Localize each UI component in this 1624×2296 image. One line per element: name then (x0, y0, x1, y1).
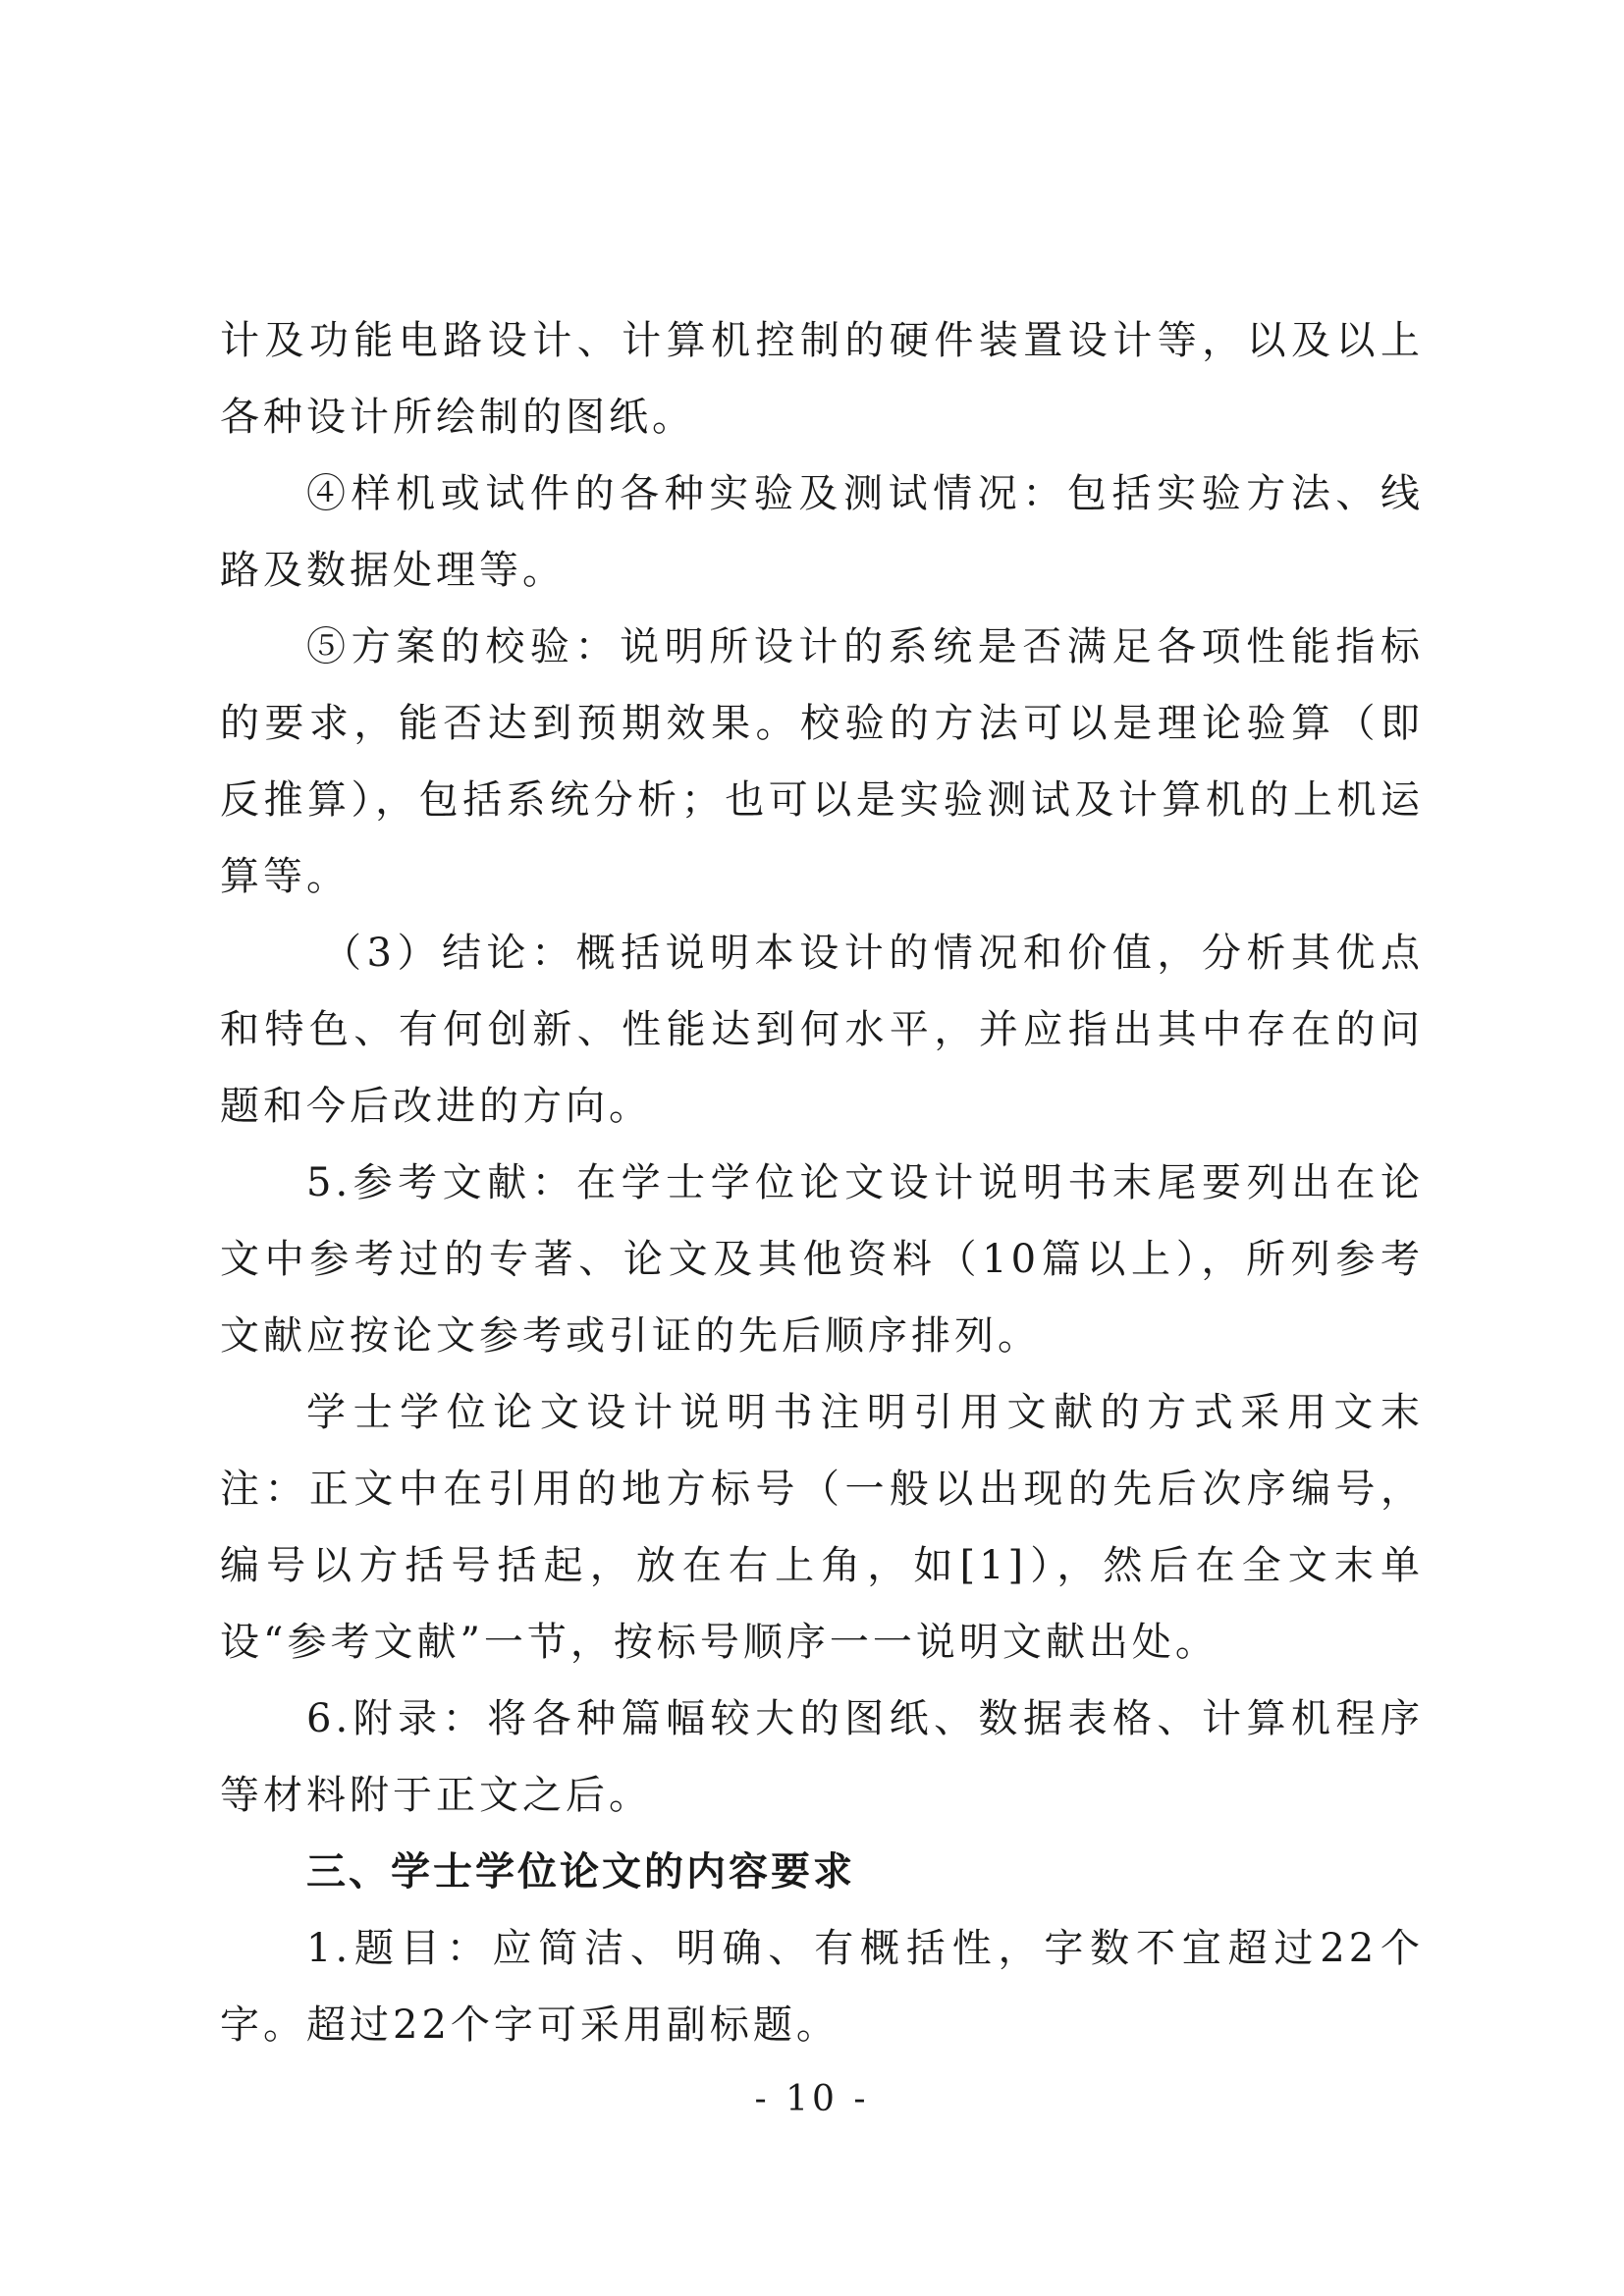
page-number: - 10 - (754, 2079, 870, 2119)
paragraph-conclusion: （3）结论：概括说明本设计的情况和价值，分析其优点和特色、有何创新、性能达到何水平，并应指出其中存在的问题和今后改进的方向。 (220, 931, 1424, 1129)
paragraph-appendix: 6.附录：将各种篇幅较大的图纸、数据表格、计算机程序等材料附于正文之后。 (220, 1696, 1424, 1818)
page-body (220, 302, 1424, 2063)
paragraph-title-requirement: 1.题目：应简洁、明确、有概括性，字数不宜超过22个字。超过22个字可采用副标题。 (220, 1926, 1424, 2048)
section-heading: 三、学士学位论文的内容要求 (306, 1849, 855, 1895)
paragraph-continuation: 计及功能电路设计、计算机控制的硬件装置设计等，以及以上各种设计所绘制的图纸。 (220, 318, 1424, 440)
paragraph-citation-style: 学士学位论文设计说明书注明引用文献的方式采用文末注：正文中在引用的地方标号（一般以出现的先后次序编号，编号以方括号括起，放在右上角，如[1]），然后在全文末单设“参考文献”一节，按标号顺序一一说明文献出处。 (220, 1390, 1424, 1665)
paragraph-item-5: ⑤方案的校验：说明所设计的系统是否满足各项性能指标的要求，能否达到预期效果。校验的方法可以是理论验算（即反推算），包括系统分析；也可以是实验测试及计算机的上机运算等。 (220, 624, 1424, 899)
paragraph-references: 5.参考文献：在学士学位论文设计说明书末尾要列出在论文中参考过的专著、论文及其他资料（10篇以上），所列参考文献应按论文参考或引证的先后顺序排列。 (220, 1160, 1424, 1359)
paragraph-item-4: ④样机或试件的各种实验及测试情况：包括实验方法、线路及数据处理等。 (220, 471, 1424, 593)
